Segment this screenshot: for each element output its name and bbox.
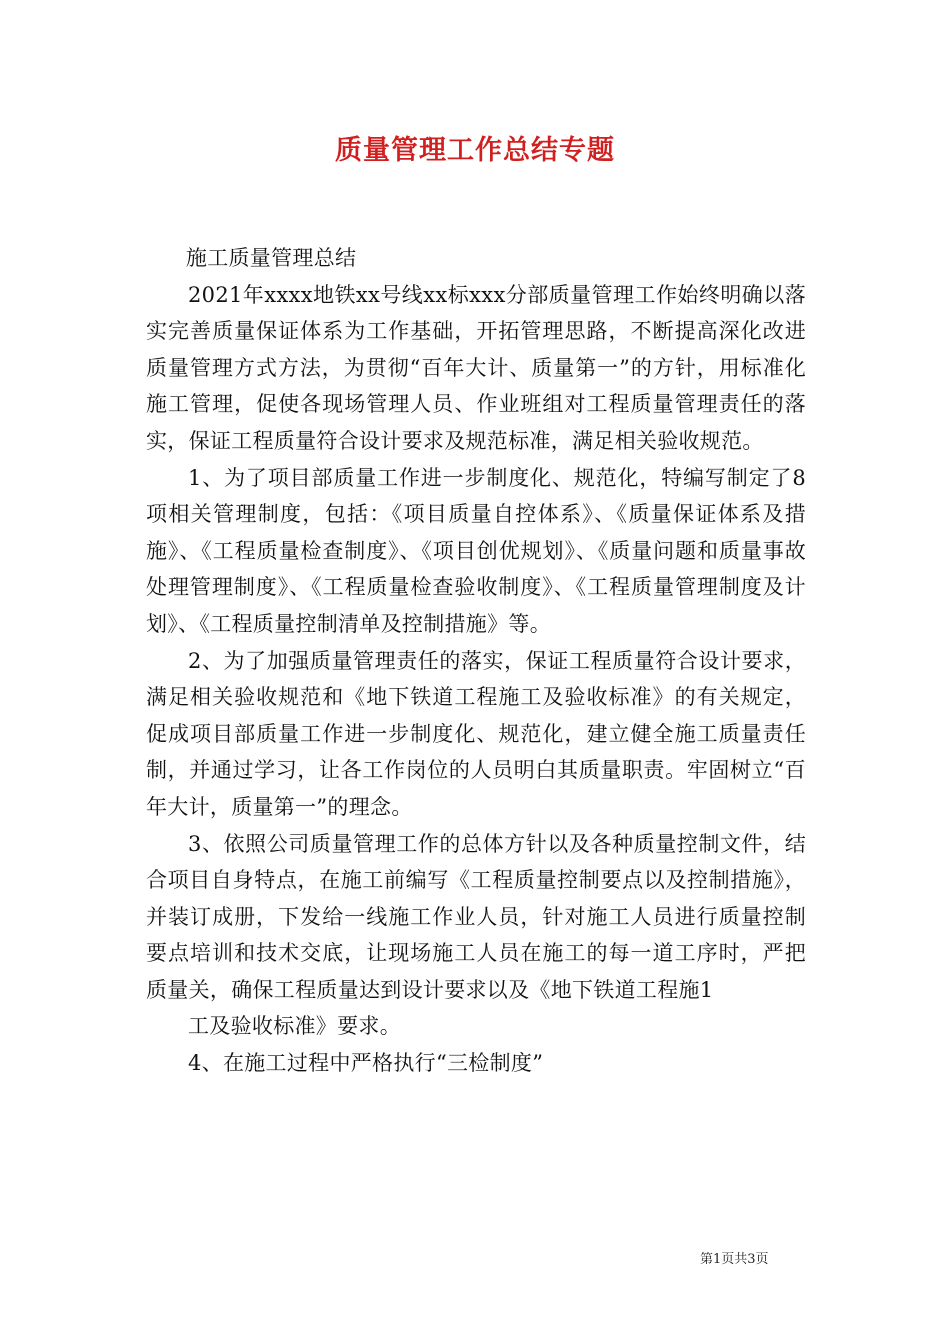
paragraph-intro: 2021年xxxx地铁xx号线xx标xxx分部质量管理工作始终明确以落实完善质量保证体系为工作基础，开拓管理思路，不断提高深化改进质量管理方式方法，为贯彻“百年大计、质量第一”的方针，用标准化施工管理，促使各现场管理人员、作业班组对工程质量管理责任的落实，保证工程质量符合设计要求及规范标准，满足相关验收规范。 — [146, 282, 806, 453]
paragraph-item-1: 1、为了项目部质量工作进一步制度化、规范化，特编写制定了8项相关管理制度，包括：《项目质量自控体系》、《质量保证体系及措施》、《工程质量检查制度》、《项目创优规划》、《质量问题和质量事故处理管理制度》、《工程质量检查验收制度》、《工程质量管理制度及计划》、《工程质量控制清单及控制措施》等。 — [146, 465, 806, 636]
page-number: 第1页共3页 — [700, 1252, 769, 1267]
paragraph-item-3-continued: 工及验收标准》要求。 — [188, 1014, 401, 1039]
section-heading: 施工质量管理总结 — [185, 246, 357, 270]
document-body — [146, 240, 806, 1082]
paragraph-item-2: 2、为了加强质量管理责任的落实，保证工程质量符合设计要求，满足相关验收规范和《地下铁道工程施工及验收标准》的有关规定，促成项目部质量工作进一步制度化、规范化，建立健全施工质量责任制，并通过学习，让各工作岗位的人员明白其质量职责。牢固树立“百年大计，质量第一”的理念。 — [146, 648, 806, 819]
paragraph-item-3: 3、依照公司质量管理工作的总体方针以及各种质量控制文件，结合项目自身特点，在施工前编写《工程质量控制要点以及控制措施》，并装订成册，下发给一线施工作业人员，针对施工人员进行质量控制要点培训和技术交底，让现场施工人员在施工的每一道工序时，严把质量关，确保工程质量达到设计要求以及《地下铁道工程施1 — [146, 831, 806, 1002]
document-title: 质量管理工作总结专题 — [335, 135, 615, 166]
paragraph-item-4: 4、在施工过程中严格执行“三检制度” — [188, 1051, 544, 1076]
